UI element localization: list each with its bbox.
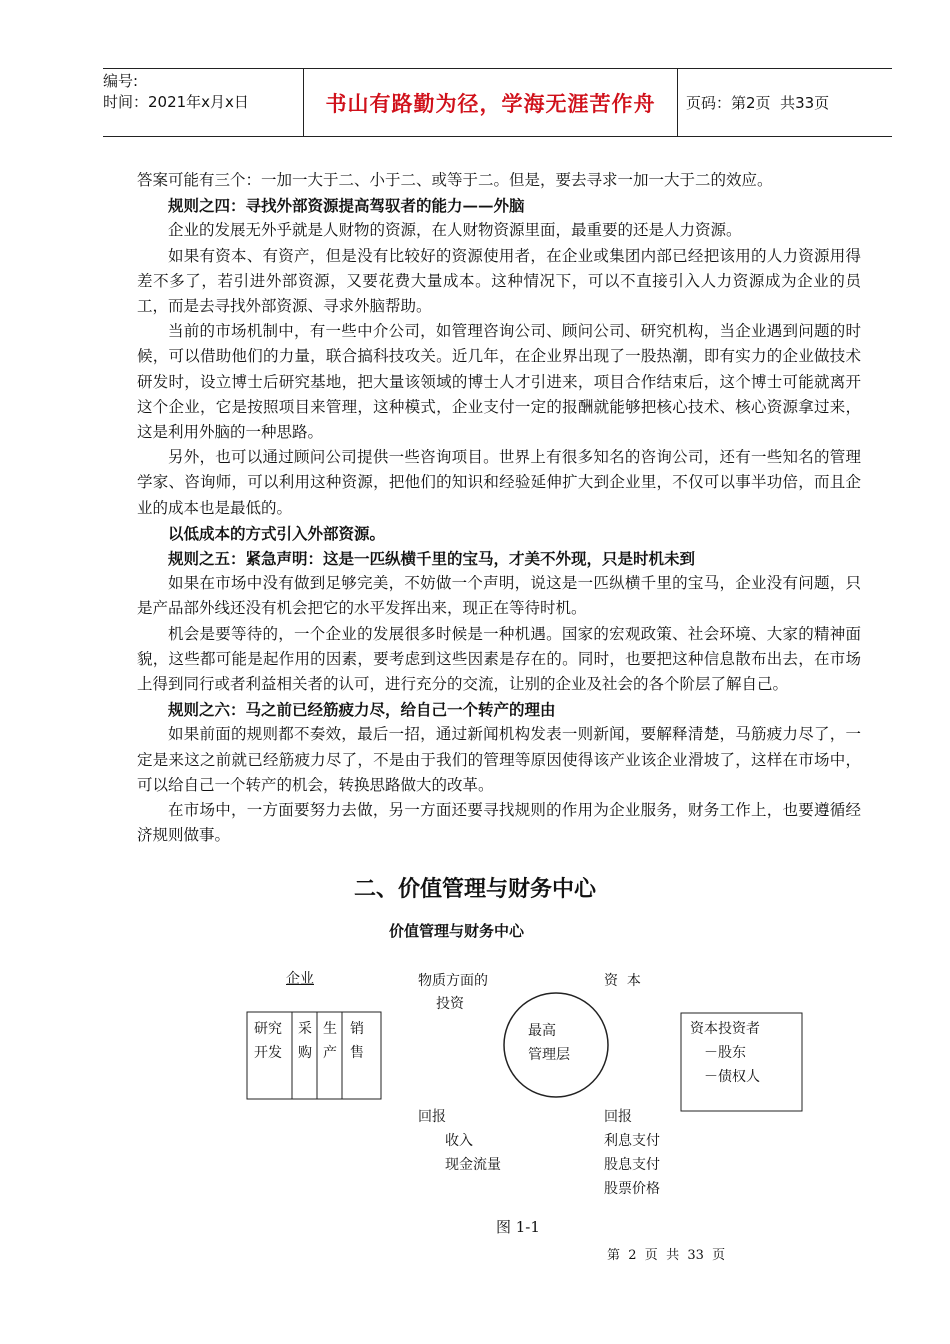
dept-sales-line1: 销 — [350, 1021, 364, 1037]
body-paragraph: 如果有资本、有资产，但是没有比较好的资源使用者，在企业或集团内部已经把该用的人力资源用得差不多了，若引进外部资源，又要花费大量成本。这种情况下，可以不直接引入人力资源成为企业的员工，而是去寻找外部资源、寻求外脑帮助。 — [137, 246, 861, 316]
left-return-cashflow: 现金流量 — [445, 1157, 501, 1173]
investor-title: 资本投资者 — [690, 1021, 760, 1037]
rule-heading: 以低成本的方式引入外部资源。 — [168, 523, 386, 543]
right-return-title: 回报 — [604, 1109, 632, 1125]
header-motto-cell — [303, 69, 678, 136]
body-paragraph: 企业的发展无外乎就是人财物的资源，在人财物资源里面，最重要的还是人力资源。 — [168, 221, 742, 240]
section-title: 二、价值管理与财务中心 — [353, 876, 596, 902]
enterprise-box — [247, 1012, 381, 1099]
investor-shareholder: －股东 — [704, 1045, 746, 1061]
dept-production-line2: 产 — [323, 1045, 337, 1061]
page-header — [103, 68, 892, 137]
left-return-income: 收入 — [445, 1133, 473, 1149]
header-page-cell — [678, 69, 892, 136]
investment-label-line2: 投资 — [436, 996, 464, 1012]
dept-purchase-line2: 购 — [298, 1045, 312, 1061]
center-label-line2: 管理层 — [528, 1047, 570, 1063]
rule-heading: 规则之六：马之前已经筋疲力尽，给自己一个转产的理由 — [168, 700, 556, 720]
doc-code-label: 编号: — [103, 72, 139, 90]
rule-heading: 规则之四：寻找外部资源提高驾驭者的能力——外脑 — [168, 196, 525, 216]
body-paragraph: 答案可能有三个：一加一大于二、小于二、或等于二。但是，要去寻求一加一大于二的效应。 — [137, 171, 773, 189]
rule-heading: 规则之五：紧急声明：这是一匹纵横千里的宝马，才美不外现，只是时机未到 — [168, 549, 696, 569]
dept-sales-line2: 售 — [350, 1045, 364, 1061]
body-paragraph: 如果前面的规则都不奏效，最后一招，通过新闻机构发表一则新闻，要解释清楚，马筋疲力尽了，一定是来这之前就已经筋疲力尽了，不是由于我们的管理等原因使得该产业该企业滑坡了，这样在市场中，可以给自己一个转产的机会，转换思路做大的改革。 — [137, 725, 861, 794]
figure-caption: 图 1-1 — [496, 1218, 540, 1236]
investor-box — [681, 1013, 802, 1111]
header-motto: 书山有路勤为径，学海无涯苦作舟 — [325, 91, 656, 116]
dept-purchase-line1: 采 — [298, 1021, 312, 1037]
header-page-label: 页码：第2页 共33页 — [686, 94, 830, 112]
management-circle — [504, 993, 608, 1097]
right-return-dividend: 股息支付 — [604, 1157, 660, 1173]
capital-label: 资 本 — [604, 973, 641, 989]
right-return-stock-price: 股票价格 — [604, 1181, 660, 1197]
dept-rnd-line2: 开发 — [254, 1045, 282, 1061]
center-label-line1: 最高 — [528, 1023, 556, 1039]
diagram-title: 价值管理与财务中心 — [389, 922, 525, 940]
header-meta — [103, 69, 303, 136]
enterprise-label: 企业 — [286, 971, 314, 987]
body-paragraph: 另外，也可以通过顾问公司提供一些咨询项目。世界上有很多知名的咨询公司，还有一些知名的管理学家、咨询师，可以利用这种资源，把他们的知识和经验延伸扩大到企业里，不仅可以事半功倍，而且企业的成本也是最低的。 — [137, 448, 861, 517]
body-text — [137, 168, 861, 848]
body-paragraph: 机会是要等待的，一个企业的发展很多时候是一种机遇。国家的宏观政策、社会环境、大家的精神面貌，这些都可能是起作用的因素，要考虑到这些因素是存在的。同时，也要把这种信息散布出去，在市场上得到同行或者利益相关者的认可，进行充分的交流，让别的企业及社会的各个阶层了解自己。 — [137, 624, 861, 694]
investor-creditor: －债权人 — [704, 1069, 760, 1085]
right-return-interest: 利息支付 — [604, 1133, 660, 1149]
dept-production-line1: 生 — [323, 1021, 337, 1037]
left-return-title: 回报 — [418, 1109, 446, 1125]
doc-time-label: 时间：2021年x月x日 — [103, 93, 249, 111]
body-paragraph: 在市场中，一方面要努力去做，另一方面还要寻找规则的作用为企业服务，财务工作上，也要遵循经济规则做事。 — [137, 801, 861, 845]
body-paragraph: 当前的市场机制中，有一些中介公司，如管理咨询公司、顾问公司、研究机构，当企业遇到问题的时候，可以借助他们的力量，联合搞科技攻关。近几年，在企业界出现了一股热潮，即有实力的企业做技术研发时，设立博士后研究基地，把大量该领域的博士人才引进来，项目合作结束后，这个博士可能就离开这个企业，它是按照项目来管理，这种模式，企业支付一定的报酬就能够把核心技术、核心资源拿过来，这是利用外脑的一种思路。 — [137, 322, 861, 442]
body-paragraph: 如果在市场中没有做到足够完美，不妨做一个声明，说这是一匹纵横千里的宝马，企业没有问题，只是产品部外线还没有机会把它的水平发挥出来，现正在等待时机。 — [137, 574, 861, 618]
dept-rnd-line1: 研究 — [254, 1021, 282, 1037]
page-footer: 第 2 页 共 33 页 — [607, 1248, 726, 1263]
investment-label-line1: 物质方面的 — [418, 973, 488, 989]
